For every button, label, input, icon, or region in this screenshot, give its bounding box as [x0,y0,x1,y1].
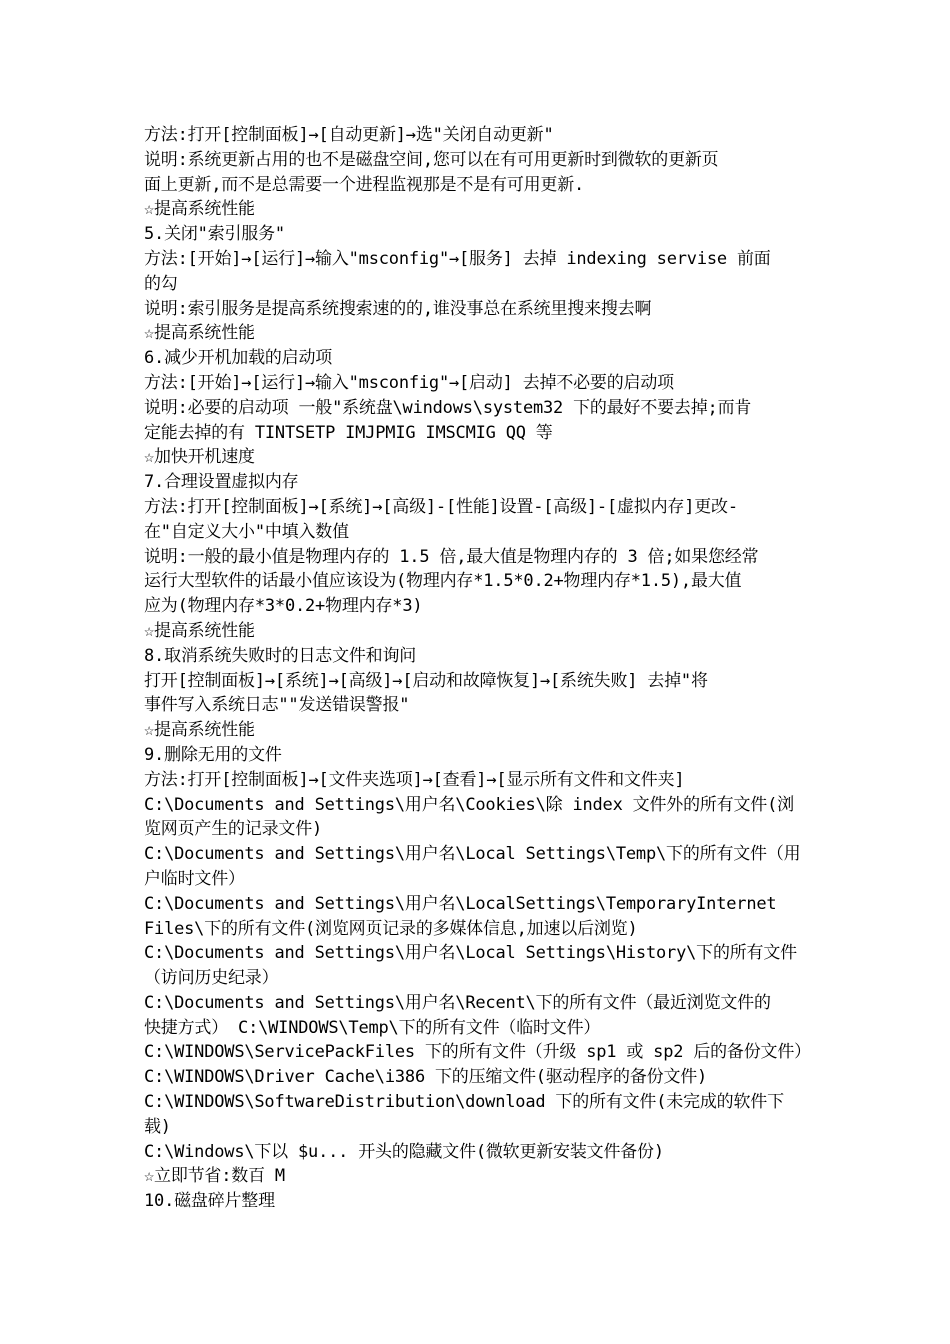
text-line: 7.合理设置虚拟内存 [144,472,299,493]
text-line: 快捷方式） C:\WINDOWS\Temp\下的所有文件（临时文件） [144,1017,601,1038]
text-line: （访问历史纪录） [144,968,279,989]
text-line: 8.取消系统失败时的日志文件和询问 [144,645,417,666]
text-line: 方法:打开[控制面板]→[自动更新]→选"关闭自动更新" [144,125,554,145]
text-line: C:\Documents and Settings\用户名\Cookies\除 index 文件外的所有文件(浏 [144,794,794,815]
text-line: 面上更新,而不是总需要一个进程监视那是不是有可用更新. [144,174,585,195]
text-line: 事件写入系统日志""发送错误警报" [144,695,410,716]
text-line: C:\Windows\下以 $u... 开头的隐藏文件(微软更新安装文件备份) [144,1141,664,1162]
text-line: 在"自定义大小"中填入数值 [144,521,349,542]
text-line: 6.减少开机加载的启动项 [144,348,333,369]
text-line: 打开[控制面板]→[系统]→[高级]→[启动和故障恢复]→[系统失败] 去掉"将 [144,670,708,691]
text-line: 运行大型软件的话最小值应该设为(物理内存*1.5*0.2+物理内存*1.5),最大值 [144,571,742,592]
text-line: C:\WINDOWS\ServicePackFiles 下的所有文件（升级 sp1 或 sp2 后的备份文件） [144,1042,811,1063]
text-line: 9.删除无用的文件 [144,744,282,765]
text-line: 方法:打开[控制面板]→[系统]→[高级]-[性能]设置-[高级]-[虚拟内存]更改- [144,496,738,517]
text-line: 览网页产生的记录文件) [144,819,323,840]
text-line: ☆提高系统性能 [144,720,255,741]
text-line: Files\下的所有文件(浏览网页记录的多媒体信息,加速以后浏览) [144,918,638,939]
text-line: 的勾 [144,273,178,294]
text-line: 5.关闭"索引服务" [144,224,285,245]
text-line: C:\WINDOWS\Driver Cache\i386 下的压缩文件(驱动程序的备份文件) [144,1067,708,1088]
text-line: 说明:系统更新占用的也不是磁盘空间,您可以在有可用更新时到微软的更新页 [144,149,719,170]
text-line: 应为(物理内存*3*0.2+物理内存*3) [144,596,423,617]
text-line: 方法:[开始]→[运行]→输入"msconfig"→[服务] 去掉 indexing servise 前面 [144,248,771,269]
text-line: 说明:一般的最小值是物理内存的 1.5 倍,最大值是物理内存的 3 倍;如果您经常 [144,546,759,567]
text-line: 方法:[开始]→[运行]→输入"msconfig"→[启动] 去掉不必要的启动项 [144,372,674,393]
text-line: 说明:必要的启动项 一般"系统盘\windows\system32 下的最好不要去掉;而肯 [144,397,752,418]
text-line: C:\Documents and Settings\用户名\Recent\下的所有文件（最近浏览文件的 [144,992,771,1013]
text-line: ☆加快开机速度 [144,447,255,468]
text-line: ☆立即节省:数百 M [144,1166,285,1187]
text-line: 方法:打开[控制面板]→[文件夹选项]→[查看]→[显示所有文件和文件夹] [144,769,685,790]
text-line: C:\Documents and Settings\用户名\Local Settings\History\下的所有文件 [144,943,797,964]
text-line: C:\WINDOWS\SoftwareDistribution\download 下的所有文件(未完成的软件下 [144,1092,784,1113]
text-line: 10.磁盘碎片整理 [144,1191,275,1212]
text-line: ☆提高系统性能 [144,620,255,641]
document-body [144,123,816,1214]
text-line: 户临时文件） [144,868,245,889]
text-line: 载) [144,1116,171,1137]
text-line: ☆提高系统性能 [144,199,255,220]
text-line: ☆提高系统性能 [144,323,255,344]
text-line: 定能去掉的有 TINTSETP IMJPMIG IMSCMIG QQ 等 [144,422,553,443]
text-line: C:\Documents and Settings\用户名\LocalSettings\TemporaryInternet [144,893,777,914]
text-line: 说明:索引服务是提高系统搜索速的的,谁没事总在系统里搜来搜去啊 [144,298,652,319]
text-line: C:\Documents and Settings\用户名\Local Settings\Temp\下的所有文件（用 [144,844,801,865]
